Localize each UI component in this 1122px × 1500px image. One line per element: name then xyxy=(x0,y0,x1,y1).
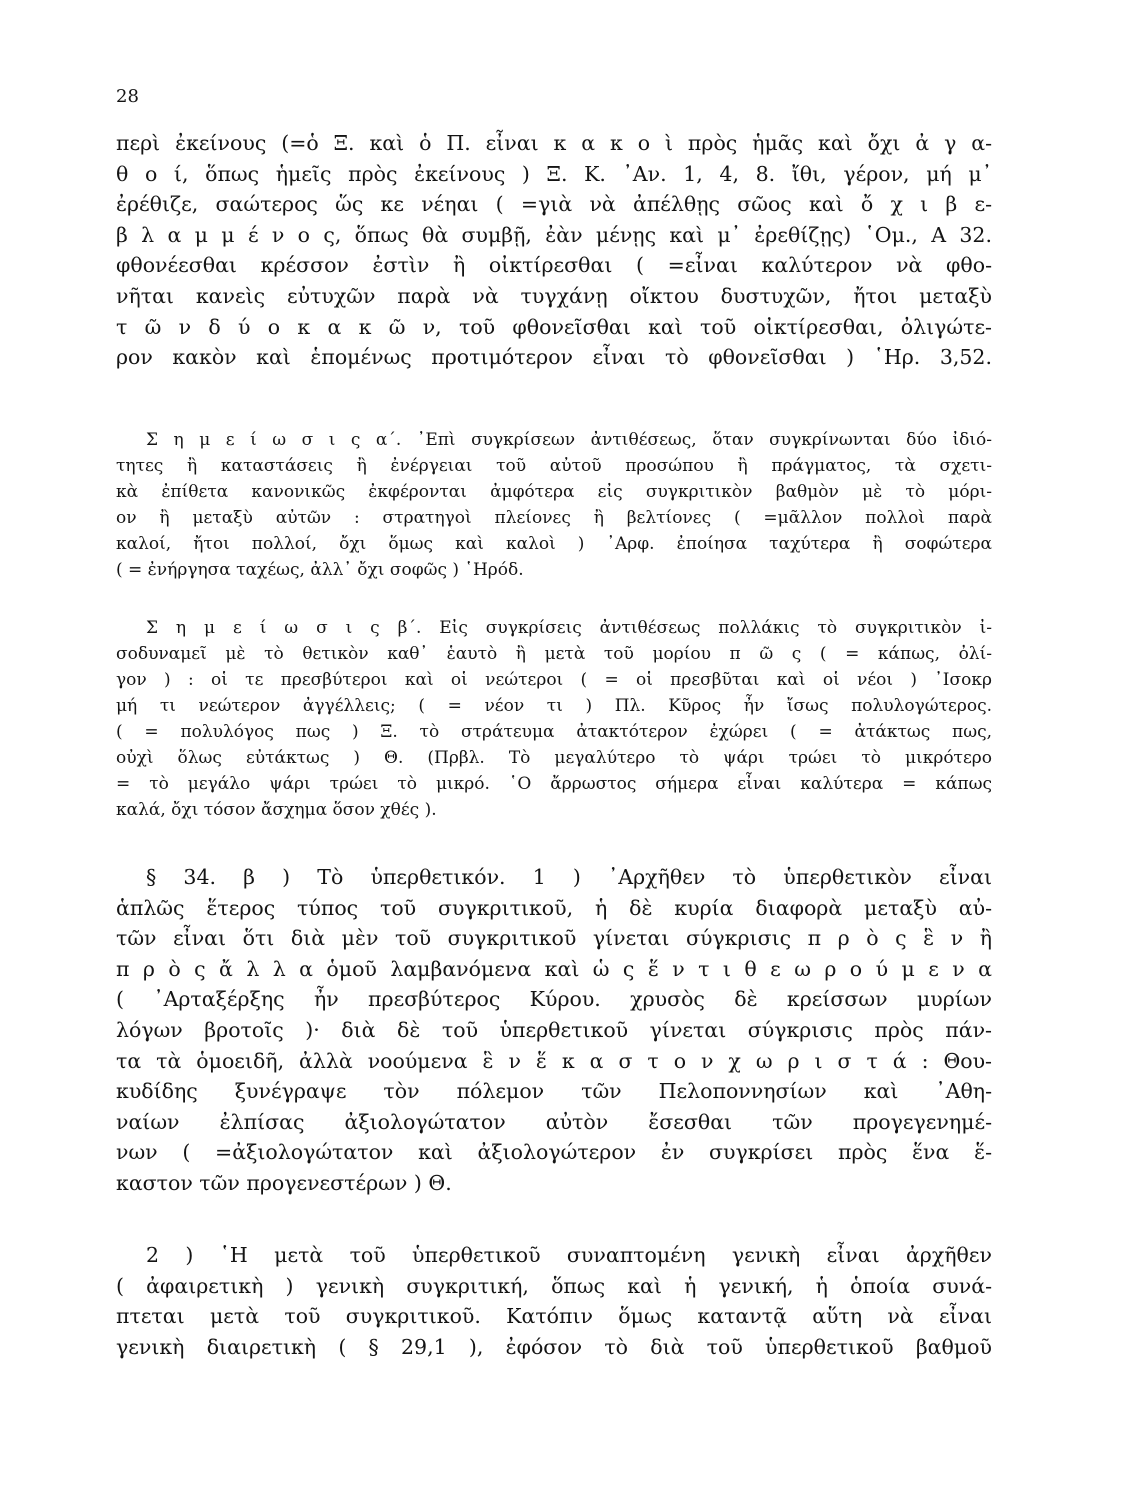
paragraph-superlative-genitive xyxy=(116,1240,992,1362)
text-line: π ρ ὸ ς ἄ λ λ α ὁμοῦ λαμβανόμενα καὶ ὡ ς ἕ ν τ ι θ ε ω ρ ο ύ μ ε ν α xyxy=(116,956,992,981)
text-line: πτεται μετὰ τοῦ συγκριτικοῦ. Κατόπιν ὅμως καταντᾷ αὕτη νὰ εἶναι xyxy=(116,1304,992,1329)
text-line: περὶ ἐκείνους (=ὁ Ξ. καὶ ὁ Π. εἶναι κ α κ ο ὶ πρὸς ἡμᾶς καὶ ὄχι ἀ γ α- xyxy=(116,131,992,155)
text-line: ον ἢ μεταξὺ αὐτῶν : στρατηγοὶ πλείονες ἢ βελτίονες ( =μᾶλλον πολλοὶ παρὰ xyxy=(116,508,992,528)
text-line: Σ η μ ε ί ω σ ι ς β΄. Εἰς συγκρίσεις ἀντιθέσεως πολλάκις τὸ συγκριτικὸν ἰ- xyxy=(146,618,992,638)
text-line: τῶν εἶναι ὅτι διὰ μὲν τοῦ συγκριτικοῦ γίνεται σύγκρισις π ρ ὸ ς ἓ ν ἢ xyxy=(116,926,992,951)
text-line: 2 ) ῾Η μετὰ τοῦ ὑπερθετικοῦ συναπτομένη γενικὴ εἶναι ἀρχῆθεν xyxy=(146,1243,992,1267)
text-line: οὐχὶ ὅλως εὐτάκτως ) Θ. (Πρβλ. Τὸ μεγαλύτερο τὸ ψάρι τρώει τὸ μικρότερο xyxy=(116,748,992,768)
text-line: τ ῶ ν δ ύ ο κ α κ ῶ ν, τοῦ φθονεῖσθαι καὶ τοῦ οἰκτίρεσθαι, ὀλιγώτε- xyxy=(116,314,992,339)
text-line: ἁπλῶς ἕτερος τύπος τοῦ συγκριτικοῦ, ἡ δὲ κυρία διαφορὰ μεταξὺ αὐ- xyxy=(116,895,992,920)
text-line: ( ᾿Αρταξέρξης ἦν πρεσβύτερος Κύρου. χρυσὸς δὲ κρείσσων μυρίων xyxy=(116,987,992,1012)
text-line: νων ( =ἀξιολογώτατον καὶ ἀξιολογώτερον ἐν συγκρίσει πρὸς ἕνα ἕ- xyxy=(116,1140,992,1165)
text-line: τητες ἢ καταστάσεις ἢ ἐνέργειαι τοῦ αὐτοῦ προσώπου ἢ πράγματος, τὰ σχετι- xyxy=(116,456,992,476)
page-number: 28 xyxy=(116,86,139,107)
note-beta xyxy=(116,615,992,823)
section-34-superlative xyxy=(116,862,992,1199)
text-line: καλοί, ἤτοι πολλοί, ὄχι ὅμως καὶ καλοὶ ) ᾿Αρφ. ἐποίησα ταχύτερα ἢ σοφώτερα xyxy=(116,534,992,554)
text-line: ( = ἐνήργησα ταχέως, ἀλλ᾿ ὄχι σοφῶς ) ῾Ηρόδ. xyxy=(116,560,524,580)
text-line: Σ η μ ε ί ω σ ι ς α΄. ᾿Επὶ συγκρίσεων ἀντιθέσεως, ὅταν συγκρίνωνται δύο ἰδιό- xyxy=(146,430,992,450)
section-heading-line: § 34. β ) Τὸ ὑπερθετικόν. 1 ) ᾿Αρχῆθεν τὸ ὑπερθετικὸν εἶναι xyxy=(146,865,992,889)
text-line: φθονέεσθαι κρέσσον ἐστὶν ἢ οἰκτίρεσθαι ( =εἶναι καλύτερον νὰ φθο- xyxy=(116,253,992,278)
text-line: μή τι νεώτερον ἀγγέλλεις; ( = νέον τι ) Πλ. Κῦρος ἦν ἴσως πολυλογώτερος. xyxy=(116,696,992,716)
text-line: ἐρέθιζε, σαώτερος ὥς κε νέηαι ( =γιὰ νὰ ἀπέλθῃς σῶος καὶ ὄ χ ι β ε- xyxy=(116,192,992,217)
paragraph-comparative-examples xyxy=(116,128,992,373)
text-line: σοδυναμεῖ μὲ τὸ θετικὸν καθ᾿ ἑαυτὸ ἢ μετὰ τοῦ μορίου π ῶ ς ( = κάπως, ὀλί- xyxy=(116,644,992,664)
text-line: ρον κακὸν καὶ ἑπομένως προτιμότερον εἶναι τὸ φθονεῖσθαι ) ῾Ηρ. 3,52. xyxy=(116,345,992,370)
text-line: γον ) : οἱ τε πρεσβύτεροι καὶ οἱ νεώτεροι ( = οἱ πρεσβῦται καὶ οἱ νέοι ) ᾿Ισοκρ xyxy=(116,670,992,690)
text-line: καστον τῶν προγενεστέρων ) Θ. xyxy=(116,1170,452,1195)
text-line: νῆται κανεὶς εὐτυχῶν παρὰ νὰ τυγχάνῃ οἴκτου δυστυχῶν, ἤτοι μεταξὺ xyxy=(116,283,992,308)
text-line: = τὸ μεγάλο ψάρι τρώει τὸ μικρό. ῾Ο ἄρρωστος σήμερα εἶναι καλύτερα = κάπως xyxy=(116,774,992,794)
text-line: καλά, ὄχι τόσον ἄσχημα ὅσον χθές ). xyxy=(116,800,437,820)
text-line: ( ἀφαιρετικὴ ) γενικὴ συγκριτική, ὅπως καὶ ἡ γενική, ἡ ὁποία συνά- xyxy=(116,1273,992,1298)
text-line: β λ α μ μ έ ν ο ς, ὅπως θὰ συμβῇ, ἐὰν μένῃς καὶ μ᾿ ἐρεθίζῃς) ῾Ομ., Α 32. xyxy=(116,222,992,247)
text-line: γενικὴ διαιρετικὴ ( § 29,1 ), ἐφόσον τὸ διὰ τοῦ ὑπερθετικοῦ βαθμοῦ xyxy=(116,1334,992,1359)
text-line: τα τὰ ὁμοειδῆ, ἀλλὰ νοούμενα ἓ ν ἕ κ α σ τ ο ν χ ω ρ ι σ τ ά : Θου- xyxy=(116,1048,992,1073)
text-line: ( = πολυλόγος πως ) Ξ. τὸ στράτευμα ἀτακτότερον ἐχώρει ( = ἀτάκτως πως, xyxy=(116,722,992,742)
text-line: κυδίδης ξυνέγραψε τὸν πόλεμον τῶν Πελοποννησίων καὶ ᾿Αθη- xyxy=(116,1079,992,1104)
text-line: ναίων ἐλπίσας ἀξιολογώτατον αὐτὸν ἔσεσθαι τῶν προγεγενημέ- xyxy=(116,1109,992,1134)
text-line: λόγων βροτοῖς )· διὰ δὲ τοῦ ὑπερθετικοῦ γίνεται σύγκρισις πρὸς πάν- xyxy=(116,1017,992,1042)
note-alpha xyxy=(116,427,992,583)
text-line: θ ο ί, ὅπως ἡμεῖς πρὸς ἐκείνους ) Ξ. Κ. ᾿Αν. 1, 4, 8. ἴθι, γέρον, μή μ᾿ xyxy=(116,161,992,186)
text-line: κὰ ἐπίθετα κανονικῶς ἐκφέρονται ἀμφότερα εἰς συγκριτικὸν βαθμὸν μὲ τὸ μόρι- xyxy=(116,482,992,502)
